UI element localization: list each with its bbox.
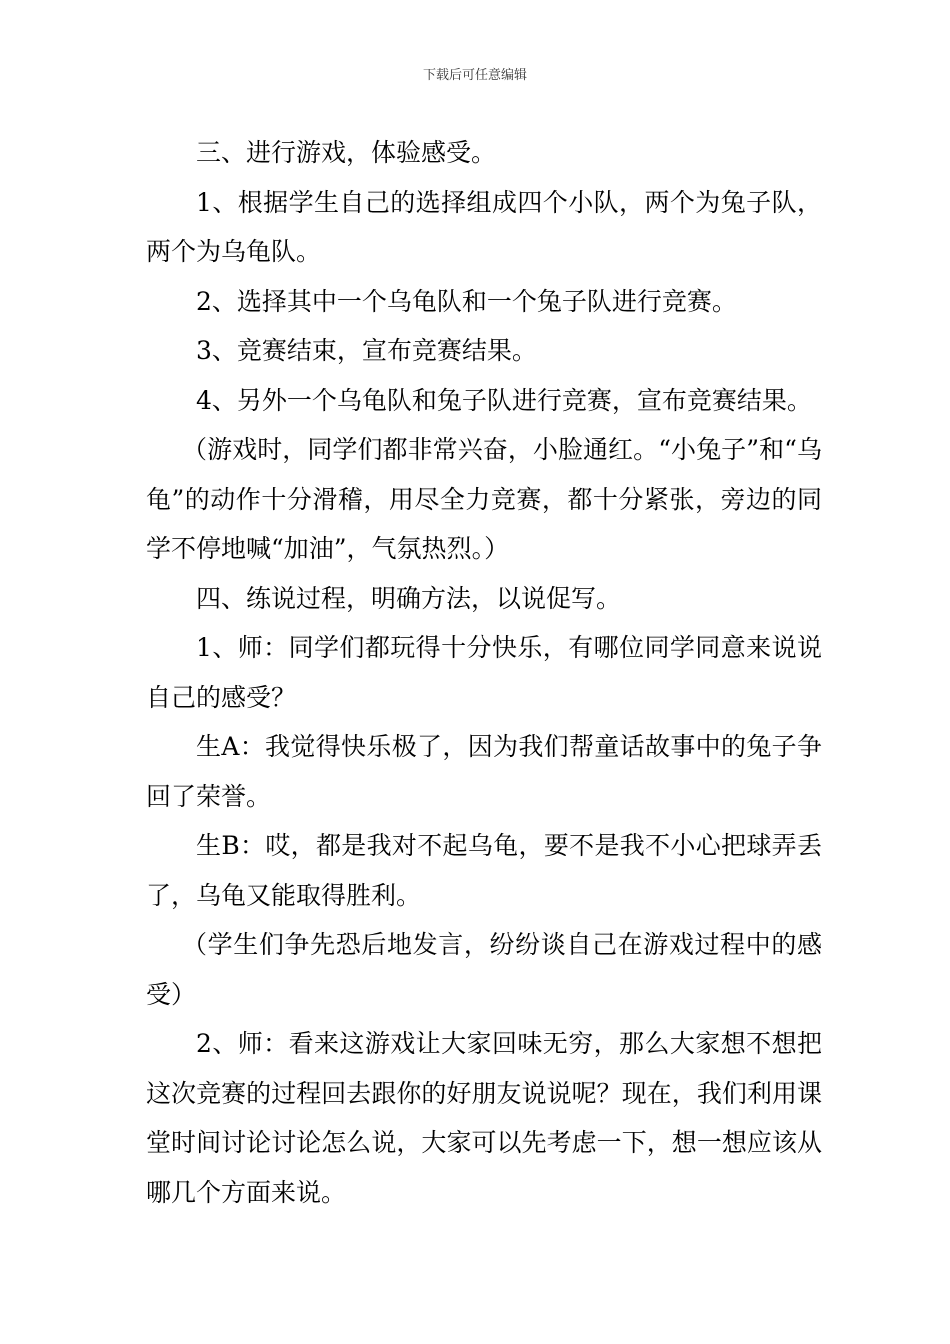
paragraph-step-2: 2、选择其中一个乌龟队和一个兔子队进行竞赛。 — [196, 286, 737, 316]
paragraph-step-1: 1、根据学生自己的选择组成四个小队，两个为兔子队，两个为乌龟队。 — [146, 187, 822, 266]
paragraph-student-a: 生A：我觉得快乐极了，因为我们帮童话故事中的兔子争回了荣誉。 — [146, 732, 822, 811]
paragraph-note-game: （游戏时，同学们都非常兴奋，小脸通红。“小兔子”和“乌龟”的动作十分滑稽，用尽全力竞赛，都十分紧张，旁边的同学不停地喊“加油”，气氛热烈。） — [146, 435, 822, 563]
paragraph-note-students: （学生们争先恐后地发言，纷纷谈自己在游戏过程中的感受） — [146, 930, 822, 1009]
paragraph-step-3: 3、竞赛结束，宣布竞赛结果。 — [196, 336, 537, 365]
paragraph-step-4: 4、另外一个乌龟队和兔子队进行竞赛，宣布竞赛结果。 — [196, 385, 812, 415]
section-heading-3: 三、进行游戏，体验感受。 — [196, 138, 497, 167]
paragraph-teacher-2: 2、师：看来这游戏让大家回味无穷，那么大家想不想把这次竞赛的过程回去跟你的好朋友说说呢？现在，我们利用课堂时间讨论讨论怎么说，大家可以先考虑一下，想一想应该从哪几个方面来说。 — [146, 1029, 822, 1207]
paragraph-teacher-1: 1、师：同学们都玩得十分快乐，有哪位同学同意来说说自己的感受？ — [146, 633, 822, 712]
page-header: 下载后可任意编辑 — [422, 68, 527, 83]
document-body — [146, 128, 822, 1217]
section-heading-4: 四、练说过程，明确方法，以说促写。 — [196, 583, 622, 613]
paragraph-student-b: 生B：哎，都是我对不起乌龟，要不是我不小心把球弄丢了，乌龟又能取得胜利。 — [146, 831, 822, 910]
